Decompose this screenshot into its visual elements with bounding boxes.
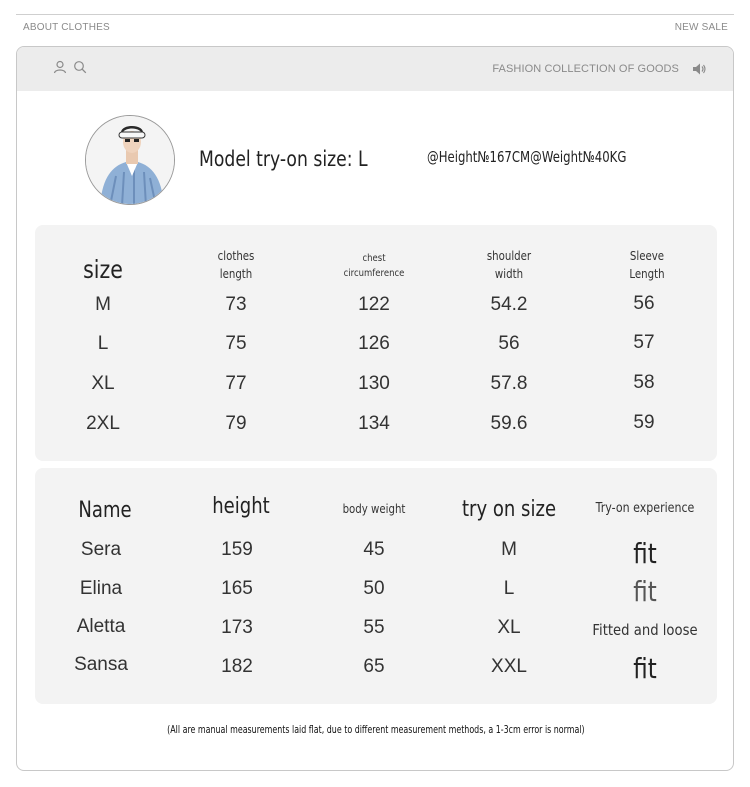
speaker-icon[interactable] bbox=[691, 61, 707, 82]
experience-cell: Fitted and loose bbox=[592, 621, 698, 639]
frame-header bbox=[17, 47, 733, 91]
chest-cell: 130 bbox=[358, 373, 390, 394]
name-cell: Sansa bbox=[74, 654, 128, 675]
experience-cell: fit bbox=[633, 575, 657, 608]
tryon-size-cell: L bbox=[503, 578, 515, 599]
length-cell: 77 bbox=[225, 373, 247, 394]
model-tryon-size: Model try-on size: L bbox=[199, 147, 368, 171]
size-chart-panel bbox=[35, 225, 717, 461]
shoulder-cell: 57.8 bbox=[490, 373, 528, 394]
weight-cell: 55 bbox=[363, 617, 385, 638]
length-cell: 73 bbox=[225, 294, 247, 315]
chest-circumference-header: chest circumference bbox=[343, 253, 405, 279]
height-cell: 159 bbox=[221, 539, 253, 560]
sleeve-length-header: Sleeve Length bbox=[629, 249, 665, 281]
experience-cell: fit bbox=[633, 537, 657, 570]
size-cell: XL bbox=[91, 373, 115, 394]
name-cell: Aletta bbox=[76, 616, 126, 637]
measurement-footnote: (All are manual measurements laid flat, due to different measurement methods, a 1-3cm error is normal) bbox=[167, 723, 585, 736]
try-on-size-header: try on size bbox=[461, 497, 557, 522]
tryon-size-cell: XL bbox=[497, 617, 521, 638]
name-header: Name bbox=[78, 498, 132, 523]
chest-cell: 134 bbox=[358, 413, 390, 434]
sleeve-cell: 59 bbox=[633, 412, 655, 433]
shoulder-cell: 54.2 bbox=[490, 294, 528, 315]
sleeve-cell: 57 bbox=[633, 332, 655, 353]
height-cell: 173 bbox=[221, 617, 253, 638]
body-weight-header: body weight bbox=[342, 502, 406, 516]
size-cell: M bbox=[95, 294, 111, 315]
fit-experience-panel bbox=[35, 468, 717, 704]
header-title: FASHION COLLECTION OF GOODS bbox=[492, 63, 679, 75]
about-clothes-link[interactable]: ABOUT CLOTHES bbox=[23, 22, 110, 33]
height-cell: 182 bbox=[221, 656, 253, 677]
shoulder-cell: 59.6 bbox=[490, 413, 528, 434]
size-header: size bbox=[83, 255, 123, 284]
chest-cell: 122 bbox=[358, 294, 390, 315]
name-cell: Elina bbox=[79, 578, 123, 599]
length-cell: 79 bbox=[225, 413, 247, 434]
length-cell: 75 bbox=[225, 333, 247, 354]
product-frame bbox=[16, 46, 734, 771]
experience-cell: fit bbox=[633, 652, 657, 685]
weight-cell: 45 bbox=[363, 539, 385, 560]
sleeve-cell: 56 bbox=[633, 293, 655, 314]
model-height-weight: @Height№167CM@Weight№40KG bbox=[427, 148, 627, 166]
name-cell: Sera bbox=[80, 539, 122, 560]
size-cell: 2XL bbox=[86, 413, 120, 434]
shoulder-width-header: shoulder width bbox=[486, 249, 532, 281]
weight-cell: 65 bbox=[363, 656, 385, 677]
model-avatar bbox=[85, 115, 175, 205]
shoulder-cell: 56 bbox=[498, 333, 520, 354]
height-cell: 165 bbox=[221, 578, 253, 599]
height-header: height bbox=[212, 494, 270, 519]
tryon-experience-header: Try-on experience bbox=[595, 501, 695, 516]
size-cell: L bbox=[97, 333, 109, 354]
chest-cell: 126 bbox=[358, 333, 390, 354]
tryon-size-cell: XXL bbox=[491, 656, 527, 677]
new-sale-link[interactable]: NEW SALE bbox=[674, 22, 728, 33]
weight-cell: 50 bbox=[363, 578, 385, 599]
clothes-length-header: clothes length bbox=[217, 249, 255, 281]
top-divider bbox=[16, 14, 734, 15]
tryon-size-cell: M bbox=[501, 539, 517, 560]
user-icon[interactable] bbox=[53, 60, 67, 74]
sleeve-cell: 58 bbox=[633, 372, 655, 393]
search-icon[interactable] bbox=[73, 60, 87, 74]
